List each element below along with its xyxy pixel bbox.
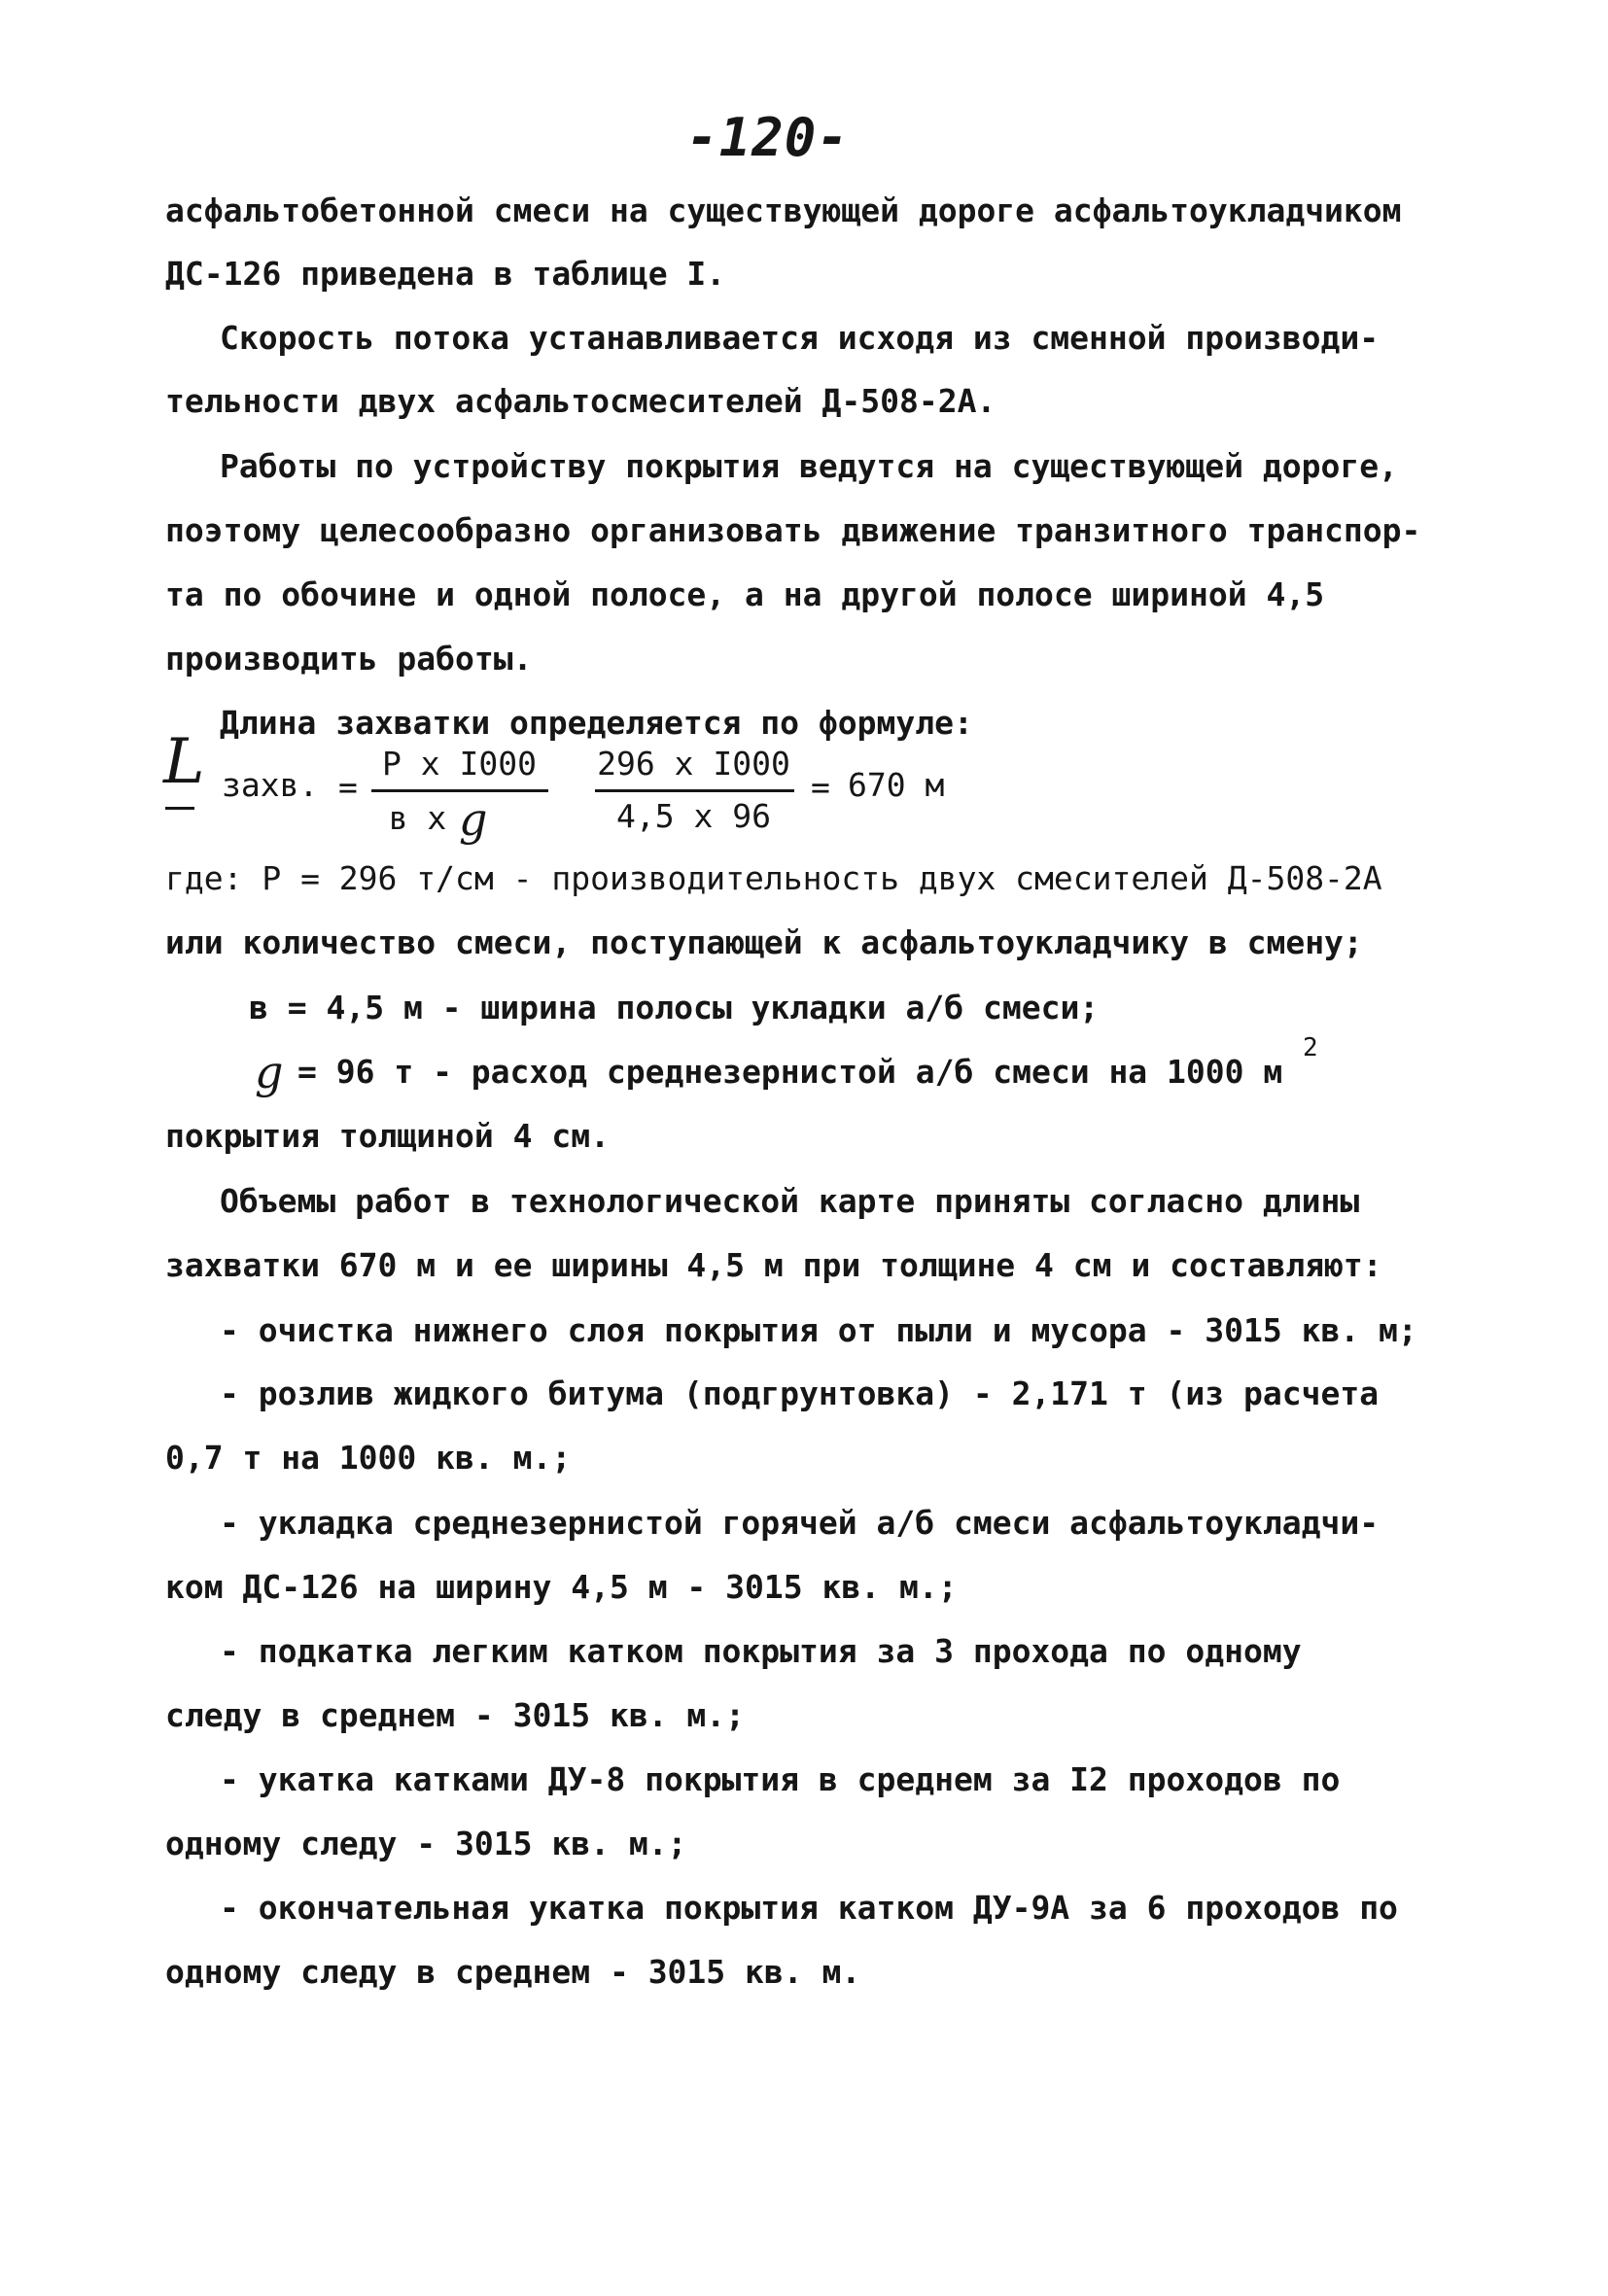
superscript: 2 [1303, 1033, 1318, 1062]
list-item-continuation: ком ДС-126 на ширину 4,5 м - 3015 кв. м.; [165, 1568, 958, 1606]
list-item-continuation: следу в среднем - 3015 кв. м.; [165, 1696, 746, 1734]
text-line: покрытия толщиной 4 см. [165, 1117, 610, 1155]
fraction-2-bar [595, 789, 794, 792]
text-line: та по обочине и одной полосе, а на другой полосе шириной 4,5 [165, 575, 1325, 613]
text-line: или количество смеси, поступающей к асфальтоукладчику в смену; [165, 923, 1363, 961]
list-item: - подкатка легким катком покрытия за 3 прохода по одному [220, 1632, 1302, 1670]
text-line: тельности двух асфальтосмесителей Д-508-2А. [165, 382, 996, 420]
text-line: в = 4,5 м - ширина полосы укладки а/б смеси; [249, 989, 1100, 1026]
fraction-2-numerator: 296 x I000 [597, 745, 790, 783]
list-item-continuation: одному следу - 3015 кв. м.; [165, 1825, 687, 1862]
fraction-1-bar [371, 789, 548, 792]
fraction-2-denominator: 4,5 x 96 [616, 797, 771, 835]
list-item: - очистка нижнего слоя покрытия от пыли и мусора - 3015 кв. м; [220, 1311, 1417, 1349]
text-line: где: Р = 296 т/см - производительность двух смесителей Д-508-2А [165, 859, 1382, 897]
text-line: Длина захватки определяется по формуле: [220, 704, 973, 742]
text-line: асфальтобетонной смеси на существующей дороге асфальтоукладчиком [165, 191, 1402, 229]
fraction-1-numerator: P x I000 [382, 745, 537, 783]
text-line: поэтому целесообразно организовать движение транзитного транспор- [165, 511, 1421, 549]
text-line: ДС-126 приведена в таблице I. [165, 255, 726, 293]
formula-lhs-underline [165, 807, 194, 810]
definition-variable: g [255, 1046, 284, 1098]
formula-equals: = [338, 768, 358, 806]
formula-result: 670 м [848, 766, 945, 804]
formula-lhs-symbol: L [163, 726, 205, 798]
fraction-1-denominator: в x [388, 799, 447, 837]
text-line: производить работы. [165, 640, 533, 678]
page-number: -120- [686, 107, 850, 168]
list-item: - укладка среднезернистой горячей а/б смеси асфальтоукладчи- [220, 1504, 1380, 1542]
list-item-continuation: одному следу в среднем - 3015 кв. м. [165, 1953, 861, 1991]
text-line: Объемы работ в технологической карте приняты согласно длины [220, 1182, 1360, 1220]
list-item: - розлив жидкого битума (подгрунтовка) - 2,171 т (из расчета [220, 1374, 1380, 1412]
text-line: = 96 т - расход среднезернистой а/б смеси на 1000 м [297, 1053, 1283, 1091]
formula-equals-2: = [811, 768, 830, 806]
formula-lhs-subscript: захв. [222, 766, 319, 804]
list-item: - окончательная укатка покрытия катком ДУ-9А за 6 проходов по [220, 1889, 1398, 1927]
fraction-1-denominator-variable: g [459, 793, 488, 846]
text-line: Работы по устройству покрытия ведутся на существующей дороге, [220, 447, 1398, 485]
list-item-continuation: 0,7 т на 1000 кв. м.; [165, 1439, 572, 1477]
list-item: - укатка катками ДУ-8 покрытия в среднем за I2 проходов по [220, 1760, 1341, 1798]
text-line: захватки 670 м и ее ширины 4,5 м при толщине 4 см и составляют: [165, 1246, 1382, 1284]
text-line: Скорость потока устанавливается исходя из сменной производи- [220, 319, 1380, 357]
